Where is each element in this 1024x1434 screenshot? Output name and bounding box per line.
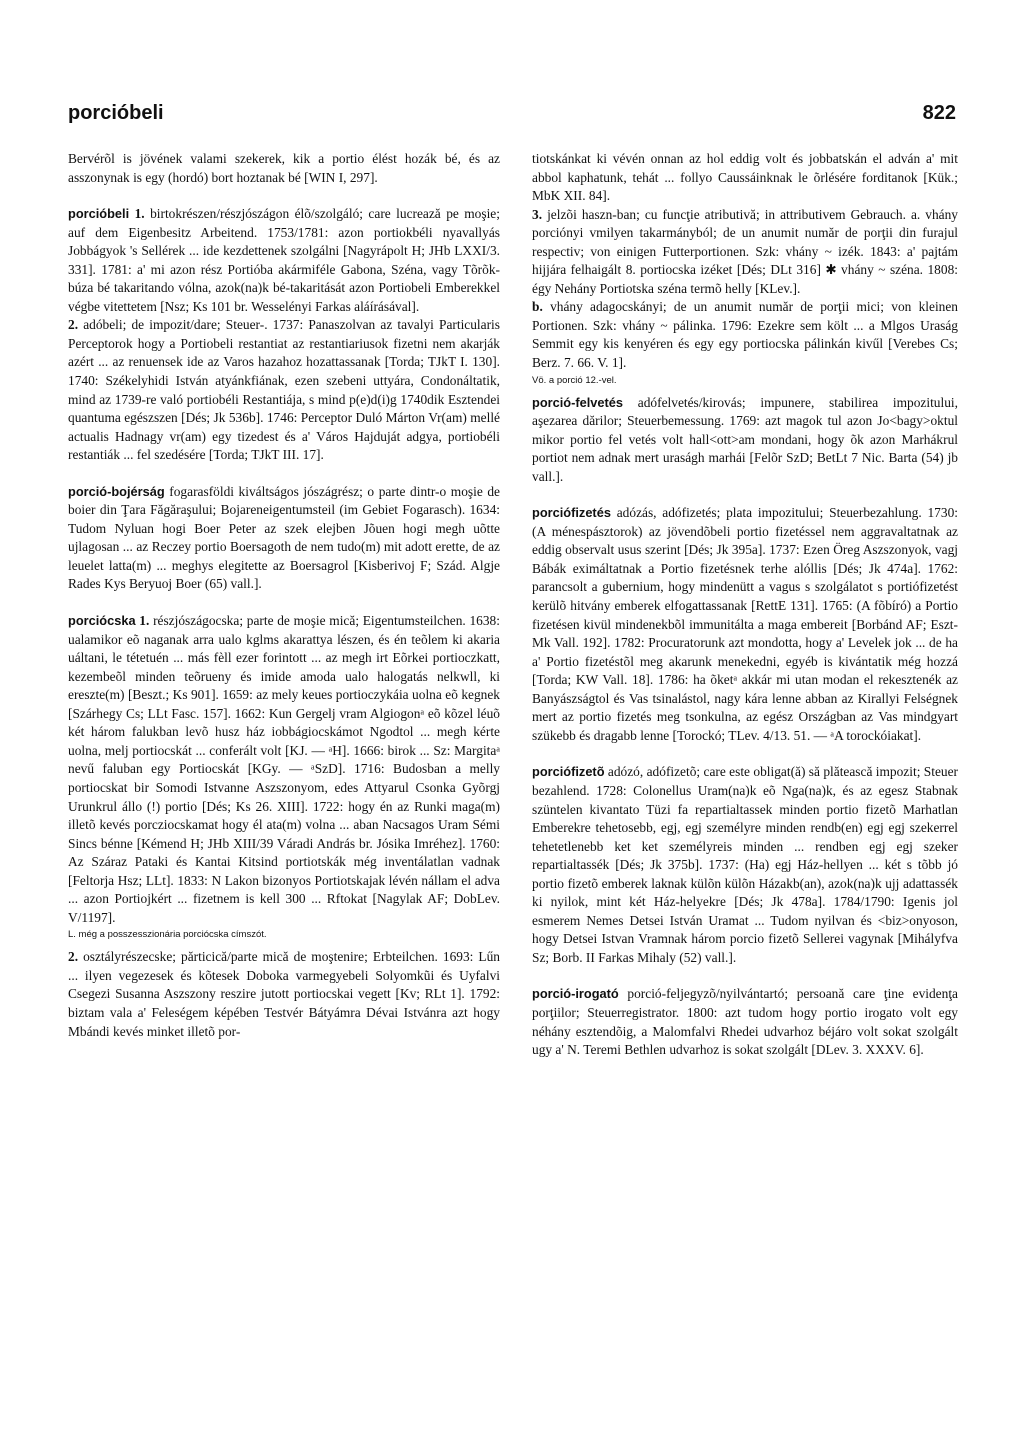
sense-number: 1. xyxy=(139,613,150,629)
entry-text: adózás, adófizetés; plata impozitului; Steuerbezahlung. 1730: (A ménespásztorok) az jövendõbeli portio fizetéssel nem aggravaltatnak az eddig observalt usus szerint [Dés; Jk 395a]. 1737: Ezen Öreg Aszszonyok, vagj Bábák eximáltatnak a Portio fizetésnek terhe alóllis [Dés; Jk 474a]. 1762: parancsolt a gubernium, hogy mindenütt a vagus s szolgálatot s portiófizetést kerülõ hitvány emberek elfogattassanak [RettE 131]. 1765: (A fõbíró) a Portio fizetésen kivül mindenekbõl immunitálta a maga embereit [Borbánd AF; Eszt-Mk Vall. 192]. 1782: Procuratorunk azt mondotta, hogy a' Levelek jok ... de ha a' Portio fizetéstõl meg akarunk menekedni, egyéb is kivántatik még hozzá [Torda; KW Vall. 18]. 1786: ha õketᵃ akkár mi utan modan el rekesztenék az Banyászságtol és Vas tsinalástol, nagy kára lenne abban az Kirallyi Felségnek mert az portio fizetés meg tsonkulna, az egész Országban az Vas mindgyart szükebb és dragabb lenne [Torockó; TLev. 4/13. 51. — ᵃA torockóiakat]. xyxy=(532,505,958,743)
entry-text: porció-feljegyzõ/nyilvántartó; persoană care ţine evidenţa porţiilor; Steuerregistrator. 1800: azt tudom hogy portio irogato volt egy néhány esztendõig, a Malomfalvi Rhedei udvarhoz béjáro volt sokat szolgált ugy a' N. Teremi Bethlen udvarhoz is sokat szolgált [DLev. 3. XXXV. 6]. xyxy=(532,986,958,1058)
entry-headword: porcióbeli xyxy=(68,206,130,222)
entry-continuation: Bervérõl is jövének valami szekerek, kik a portio élést hozák bé, és az asszonynak is egy (hordó) bort hoztanak bé [WIN I, 297]. xyxy=(68,151,500,185)
running-head-word: porcióbeli xyxy=(68,102,164,124)
left-column xyxy=(68,150,500,1041)
entry-headword: porciócska xyxy=(68,613,136,629)
entry-text: adófelvetés/kirovás; impunere, stabilirea impozitului, aşezarea dărilor; Steuerbemessung. 1769: azt magok tul azon Jo<bagy>oktul mikor portio fel vetés volt hall<ott>am mondani, hogy õk azon Marhákrul portiot nem adnak mert uraságh marhái [Felõr SzD; BetLt 7 Nic. Barta (54) jb vall.]. xyxy=(532,394,958,484)
entry-headword: porciófizetõ xyxy=(532,764,605,780)
entry-text: részjószágocska; parte de moşie mică; Eigentumsteilchen. 1638: ualamikor eõ naganak arra ualo kglms akarattya lészen, és én teõlem ki akaria uáltani, le tétetuén ... más fèll ezer forintott ... az megh irt Eõrkei portioczkatt, kezembeõl minden teõrueny és imide amoda ualo halogatás nelkwll, ki ereszte(m) [Beszt.; Ks 901]. 1659: az mely keues portioczykáia uolna eõ kegnek [Szárhegy Cs; LLt Fasc. 157]. 1662: Kun Gergelj vram Algiogonᵃ eõ kõzel léuõ két három falukban levõ husz ház iobbágiocskámot Ngodtol ... megh kérte uolna, melj portiocskát ... conferált volt [KJ. — ᵃH]. 1666: birok ... Sz: Margitaᵃ nevű faluban egy Portiocskát [KGy. — ᵃSzD]. 1716: Budosban a melly portiocskat bir Somodi Istvanne Aszszonyom, edes Attyarul Csonka Gyõrgj Urunkrul állo (!) portio [Dés; Ks 26. XIII]. 1722: hogy én az Runki maga(m) illetõ kevés porcziocskamat hogy él ata(m) volna ... aban Nacsagos Uram Sémi Sincs bénne [Kémend H; JHb XIII/39 Váradi András br. Jósika Imréhez]. 1760: Az Száraz Pataki és Kantai Kitsind portiotskák még inventálatlan vadnak [Feltorja Hsz; LLt]. 1833: N Lakon bizonyos Portiotskajak lévén nállam el adva ... azon Portiojkért ... fizetnem is kell 300 ... Rftokat [Nagylak AF; DobLev. V/1197]. xyxy=(68,613,500,925)
entry-text: jelzõi haszn-ban; cu funcţie atributivă; in attributivem Gebrauch. a. vhány porciónyi vmilyen takarmányból; de un anumit număr de porţii din furajul respectiv; von einigen Futterportionen. Szk: vhány ~ izék. 1843: a' pajtám hijjára felhaigált 8. portiocska izéket [Dés; DLt 316] ✱ vhány ~ széna. 1808: égy Nehány Portiotska széna termõ helly [KLev.]. xyxy=(532,206,958,296)
sense-number: 2. xyxy=(68,317,79,333)
entry-porciobeli-sense-2 xyxy=(68,316,500,464)
page-number: 822 xyxy=(922,102,956,124)
sense-number: b. xyxy=(532,299,543,315)
entry-text: birtokrészen/részjószágon élõ/szolgáló; care lucrează pe moşie; auf dem Eigenbesitz Arbeitend. 1753/1781: azon portiokbéli nyavallyás Jobbágyok 's Sellérek ... ide kezdettenek szolgálni [Nagyrápolt H; JHb LXXI/3. 331]. 1781: a' mi azon rész Portióba akármiféle Gabona, Széna, vagy Tõrõk-búza bé takaritando vólna, azok(na)k bé-takaritását azon Portiobeli Emberekkel végbe vitettetem [Nsz; Ks 101 br. Wesselényi Farkas aláírásával]. xyxy=(68,206,500,314)
sense-number: 3. xyxy=(532,206,543,222)
entry-headword: porciófizetés xyxy=(532,505,611,521)
entry-continuation: tiotskánkat ki vévén onnan az hol eddig volt és jobbatskán el adván a' mit abbol kaphatunk, tehát ... follyo Caussáinknak le õrlésére forditanok [Kük.; MbK XII. 84]. xyxy=(532,151,958,204)
entry-porcio-felvetes xyxy=(532,394,958,487)
entry-headword: porció-bojérság xyxy=(68,483,165,499)
entry-text: osztályrészecske; părticică/parte mică de moştenire; Erbteilchen. 1693: Lűn ... ilyen vegezesek és kõtesek Doboka varmegyebeli Solyomkũi és Uyfalvi Csegezi Susanna Aszszony reszire jutott portiocskai vegett [Kv; RLt 1]. 1792: biztam vala a' Feleségem képében Testvér Bátyámra Dévai Istvánra azt hogy Mbándi kevés minket illetõ por- xyxy=(68,949,500,1039)
entry-text: adóbeli; de impozit/dare; Steuer-. 1737: Panaszolvan az tavalyi Particularis Perceptorok hogy a Portiobeli restantiat az restantiariusok fizetni nem akarják azért ... az renuensek ide az Varos hazahoz hozattassanak [Torda; TJkT I. 130]. 1740: Székelyhidi István atyánkfiának, ezen szebeni uttyára, Condonáltatik, mind az 1739-re való portiobéli Restantiája, s mind p(e)d(i)g 1740dik Esztendei quantuma egészszen [Dés; Jk 536b]. 1746: Perceptor Duló Márton Vr(am) mellé actualis Hadnagy vr(am) egy tizedest és a' Város Hajduját adgya, portiobéli restantiák ... fel szedésére [Torda; TJkT III. 17]. xyxy=(68,317,500,463)
entry-porciofizeto xyxy=(532,763,958,967)
entry-porciocska xyxy=(68,612,500,927)
cross-reference-note: Vö. a porció 12.-vel. xyxy=(532,374,617,386)
entry-porcio-bojersag xyxy=(68,483,500,594)
cross-reference-note: L. még a posszesszionária porciócska címszót. xyxy=(68,929,267,941)
entry-porciocska-sense-3b xyxy=(532,298,958,372)
entry-porciocska-sense-3 xyxy=(532,206,958,299)
entry-text: fogarasföldi kiváltságos jószágrész; o parte dintr-o moşie de boier din Ţara Făgăraşului; Bojareneigentumsteil (im Gebiet Fogarasch). 1634: Tudom Nyluan hogi Boer Peter az szek elejben Jõuen hogi megh uõtte ujlagosan ... az Reczey portio Boersagoth de nem tudo(m) mit adott erette, de az leuelet latta(m) ... meghys elegitette az Boersagrol [Kisberivoj F; Szád. Algje Rades Kys Beryuoj Boer (65) vall.]. xyxy=(68,483,500,592)
right-column xyxy=(532,150,958,1060)
sense-number: 2. xyxy=(68,949,79,965)
entry-porciobeli xyxy=(68,205,500,316)
entry-text: adózó, adófizetõ; care este obligat(ă) să plătească impozit; Steuer bezahlend. 1728: Colonellus Uram(na)k eõ Nga(na)k, és az egesz Stabnak szüntelen kivantato Tüzi fa repartialtassek minden portio fizetõ Marhatlan Emberekre tehetosebb, egj, egj személyre minden rendb(en) egj egj szekerrel tehetetlenebb ket ket személyreis minden ... rendben egj egj szeker repartialtassék [Dés; Jk 375b]. 1737: (Ha) egj Ház-hellyen ... két s tõbb jó portio fizetõ emberek laknak külõn külõn Házakb(an), azok(na)k ujj adattassék ki nyilok, mint két Ház-helyekre [Dés; Jk 478a]. 1784/1790: Igenis jol esmerem Nemes Detsei István Uramat ... Tudom nyilvan és <biz>onyoson, hogy Detsei Istvan Vramnak három porcio fizetõ Sellerei vagynak [Mihályfva Sz; Borb. II Farkas Mihaly (52) vall.]. xyxy=(532,764,958,965)
entry-headword: porció-irogató xyxy=(532,986,619,1002)
entry-headword: porció-felvetés xyxy=(532,394,624,410)
entry-porciofizetes xyxy=(532,504,958,745)
entry-text: vhány adagocskányi; de un anumit număr de porţii mici; von kleinen Portionen. Szk: vhány ~ pálinka. 1796: Ezekre sem költ ... a Mlgos Uraság Semmit egy kis kenyéren és egy egy portiocska pálinkán kivűl [Verebes Cs; Berz. 7. 66. V. 1]. xyxy=(532,299,958,371)
entry-porcio-irogato xyxy=(532,985,958,1059)
entry-porciocska-sense-2 xyxy=(68,948,500,1041)
sense-number: 1. xyxy=(134,206,145,222)
running-head xyxy=(68,102,956,132)
